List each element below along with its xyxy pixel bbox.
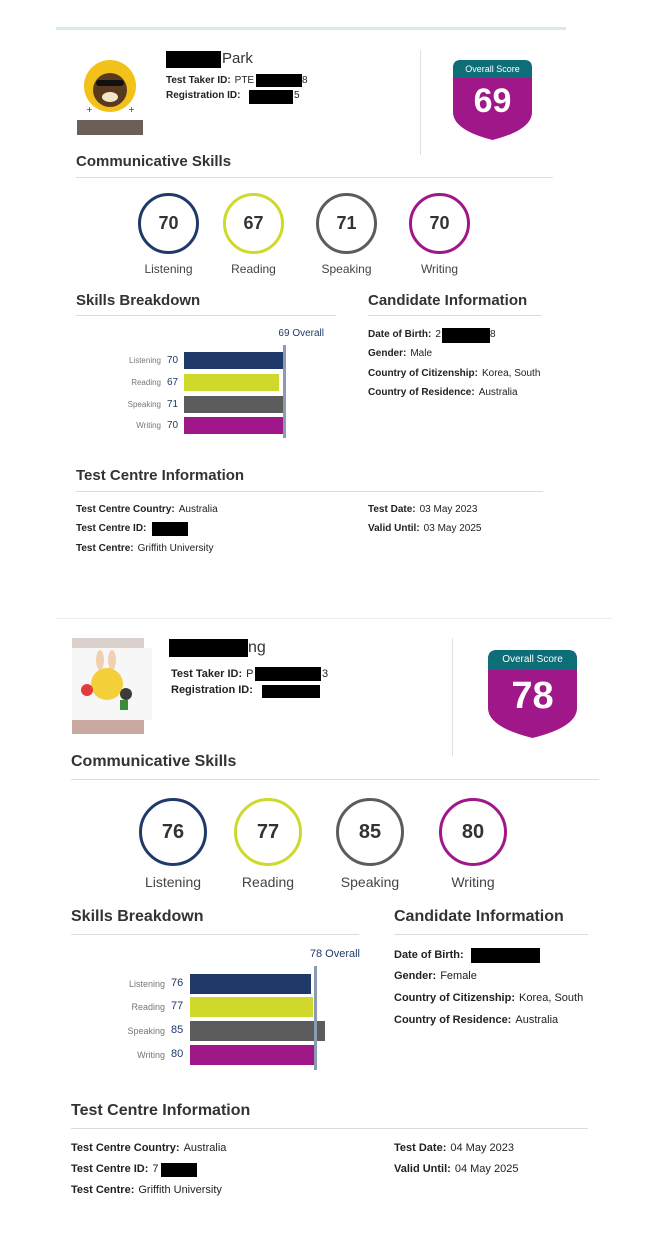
gender-value: Female [440,970,477,982]
bar-value-writing: 70 [167,420,179,431]
redaction-dob [442,328,490,343]
avatar [72,638,152,734]
residence-row [394,1014,558,1026]
bar-label-speaking: Speaking [127,1026,165,1036]
score-report-1 [0,0,664,600]
speaking-label: Speaking [321,262,372,276]
overall-marker-line [283,345,286,438]
centre-country-label: Test Centre Country: [71,1142,180,1154]
listening-label: Listening [144,262,193,276]
gender-value: Male [410,348,433,359]
centre-id-label: Test Centre ID: [71,1163,149,1175]
speaking-score-circle: 71 [316,193,377,254]
bar-writing [190,1045,317,1065]
overall-score-value: 78 [511,675,554,717]
residence-label: Country of Residence: [394,1014,512,1026]
valid-until-row [394,1163,518,1175]
gender-label: Gender: [368,348,407,359]
residence-value: Australia [515,1014,559,1026]
bar-label-speaking: Speaking [127,400,161,409]
valid-until-value: 04 May 2025 [454,1163,519,1175]
listening-score-circle: 76 [139,798,207,866]
gender-label: Gender: [394,970,437,982]
test-taker-id-label: Test Taker ID: [171,668,243,680]
bar-value-speaking: 71 [167,399,179,410]
bar-label-listening: Listening [128,356,161,365]
test-taker-id-tail: 8 [302,75,308,86]
header-divider [452,638,453,756]
divider [76,491,543,492]
divider [71,1128,588,1129]
divider [76,315,336,316]
centre-country-value: Australia [183,1142,227,1154]
redaction-registration-id [249,90,293,104]
reading-label: Reading [231,262,276,276]
avatar [77,50,143,135]
citizenship-label: Country of Citizenship: [394,992,515,1004]
speaking-label: Speaking [340,874,400,890]
dob-label: Date of Birth: [394,949,464,961]
top-accent-bar [56,27,566,30]
centre-label: Test Centre: [71,1184,135,1196]
redaction-centre-id [161,1163,197,1177]
reading-label: Reading [241,874,295,890]
test-taker-id-row [166,75,254,86]
centre-value: Griffith University [138,1184,222,1196]
overall-marker-label: 78 Overall [309,948,360,960]
centre-value: Griffith University [137,543,214,554]
test-centre-information-title: Test Centre Information [76,467,245,484]
registration-id-label: Registration ID: [166,90,241,101]
bar-listening [190,974,311,994]
overall-score-label: Overall Score [502,654,563,665]
divider [394,934,588,935]
bar-listening [184,352,283,369]
bar-label-reading: Reading [131,1002,165,1012]
registration-id-label: Registration ID: [171,684,253,696]
test-taker-id-tail: 3 [322,668,329,680]
overall-marker-line [314,966,317,1070]
avatar-sticker-icon [77,50,143,135]
writing-label: Writing [451,874,495,890]
score-report-2 [0,608,664,1234]
avatar-sticker-icon [72,638,152,734]
test-date-label: Test Date: [394,1142,447,1154]
centre-country-label: Test Centre Country: [76,504,175,515]
divider [71,934,359,935]
communicative-skills-title: Communicative Skills [76,153,232,170]
valid-until-value: 03 May 2025 [423,523,482,534]
svg-text:+: + [128,105,135,114]
test-taker-id-value: PTE [234,75,255,86]
dob-tail: 8 [490,329,496,340]
test-taker-id-value: P [246,668,254,680]
candidate-information-title: Candidate Information [368,292,528,309]
test-date-row [368,504,477,515]
listening-label: Listening [144,874,202,890]
bar-reading [190,997,313,1017]
reading-score-circle: 67 [223,193,284,254]
centre-id-row [71,1163,159,1175]
skills-breakdown-title: Skills Breakdown [76,292,201,309]
test-date-value: 04 May 2023 [450,1142,514,1154]
bar-value-reading: 67 [167,377,179,388]
citizenship-label: Country of Citizenship: [368,368,478,379]
bar-value-listening: 70 [167,355,179,366]
dob-row [394,949,464,961]
dob-label: Date of Birth: [368,329,432,340]
divider [368,315,542,316]
centre-id-value: 7 [152,1163,159,1175]
bar-speaking [190,1021,325,1041]
valid-until-label: Valid Until: [394,1163,451,1175]
overall-score-badge [453,60,532,140]
centre-country-row [76,504,218,515]
residence-label: Country of Residence: [368,387,475,398]
speaking-score-circle: 85 [336,798,404,866]
residence-row [368,387,518,398]
bar-label-listening: Listening [128,979,165,989]
bar-writing [184,417,283,434]
header-divider [420,50,421,155]
bar-value-reading: 77 [171,1000,184,1012]
centre-row [71,1184,222,1196]
redaction-test-taker-id [255,667,321,681]
reading-score-circle: 77 [234,798,302,866]
valid-until-label: Valid Until: [368,523,420,534]
redaction-centre-id [152,522,188,536]
valid-until-row [368,523,482,534]
dob-row [368,329,441,340]
centre-label: Test Centre: [76,543,134,554]
gender-row [394,970,477,982]
gender-row [368,348,432,359]
test-date-row [394,1142,514,1154]
bar-value-speaking: 85 [171,1024,184,1036]
test-taker-id-row [171,668,253,680]
test-taker-id-label: Test Taker ID: [166,75,231,86]
bar-value-writing: 80 [171,1048,184,1060]
test-date-value: 03 May 2023 [419,504,478,515]
communicative-skills-title: Communicative Skills [71,753,237,770]
test-centre-information-title: Test Centre Information [71,1102,251,1119]
bar-label-writing: Writing [137,1050,165,1060]
bar-speaking [184,396,284,413]
candidate-name: Park [222,50,253,67]
bar-reading [184,374,279,391]
residence-value: Australia [478,387,518,398]
divider [71,779,599,780]
redaction-registration-id [262,685,320,698]
centre-id-row [76,523,146,534]
centre-id-label: Test Centre ID: [76,523,147,534]
overall-score-badge [488,650,577,738]
centre-country-value: Australia [178,504,218,515]
writing-label: Writing [420,262,459,276]
candidate-information-title: Candidate Information [394,908,564,925]
registration-id-row [166,90,240,101]
overall-score-label: Overall Score [465,64,520,74]
bar-value-listening: 76 [171,977,184,989]
overall-marker-label: 69 Overall [278,328,324,339]
listening-score-circle: 70 [138,193,199,254]
centre-row [76,543,214,554]
redaction-test-taker-id [256,74,302,87]
overall-score-value: 69 [473,82,512,120]
writing-score-circle: 80 [439,798,507,866]
registration-id-tail: 5 [294,90,300,101]
redaction-name [169,639,248,657]
redaction-name [166,51,221,68]
centre-country-row [71,1142,226,1154]
writing-score-circle: 70 [409,193,470,254]
bar-label-writing: Writing [136,421,161,430]
candidate-name: ng [248,639,266,656]
test-date-label: Test Date: [368,504,416,515]
divider [76,177,553,178]
citizenship-value: Korea, South [482,368,541,379]
registration-id-row [171,684,253,696]
citizenship-row [394,992,583,1004]
svg-text:+: + [86,105,93,114]
dob-value: 2 [435,329,441,340]
citizenship-value: Korea, South [519,992,584,1004]
bar-label-reading: Reading [131,378,161,387]
citizenship-row [368,368,540,379]
skills-breakdown-title: Skills Breakdown [71,908,204,925]
redaction-dob [471,948,540,963]
